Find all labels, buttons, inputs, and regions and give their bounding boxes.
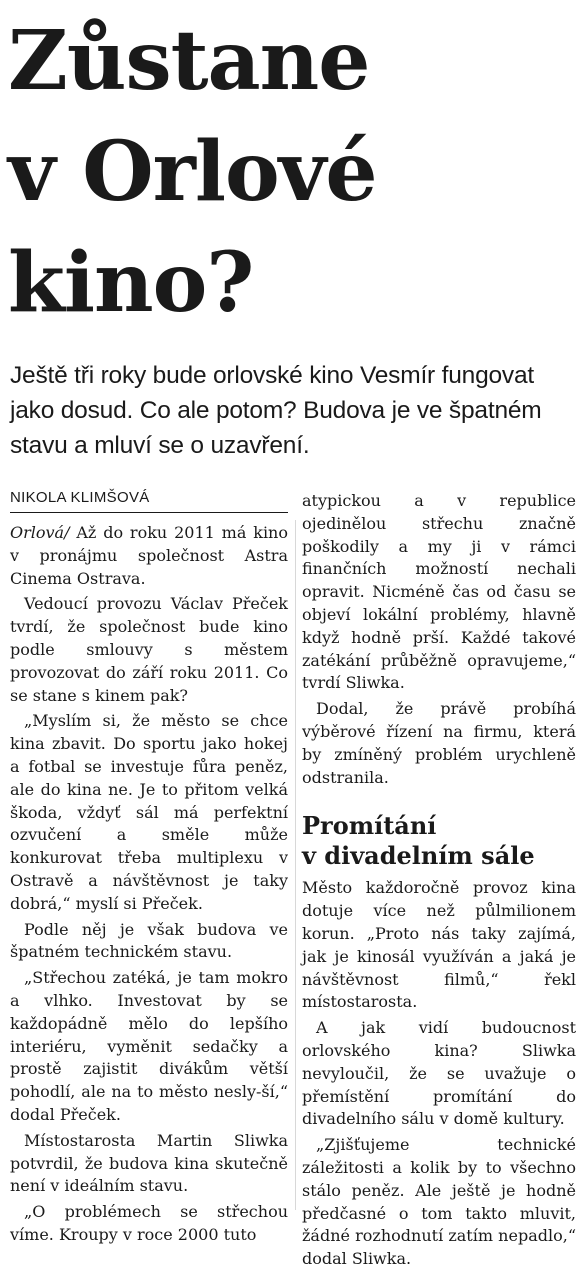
lead-paragraph: Ještě tři roky bude orlovské kino Vesmír fungovat jako dosud. Co ale potom? Budova je ve špatném stavu a mluví se o uzavření. (10, 362, 542, 459)
headline-line-2: v Orlové (8, 124, 377, 220)
dateline: Orlová/ (10, 523, 70, 542)
byline-divider (10, 512, 288, 513)
article-paragraph: Místostarosta Martin Sliwka potvrdil, že budova kina skutečně není v ideálním stavu. (10, 1130, 288, 1196)
article-paragraph: „Myslím si, že město se chce kina zbavit. Do sportu jako hokej a fotbal se investuje fůra peněz, ale do kina ne. Je to přitom velká škoda, vždyť sál má perfektní ozvučení a směle může konkurovat třeba multiplexu v Ostravě a návštěvnost je taky dobrá,“ myslí si Přeček. (10, 711, 288, 913)
article-paragraph: Podle něj je však budova ve špatném technickém stavu. (10, 919, 288, 962)
headline (8, 6, 578, 339)
article-paragraph: „O problémech se střechou víme. Kroupy v roce 2000 tuto (10, 1202, 288, 1244)
article-paragraph: Město každoročně provoz kina dotuje více než půlmilionem korun. „Proto nás taky zajímá, jak je kinosál využíván a jaká je návštěvnost filmů,“ řekl místostarosta. (302, 878, 576, 1012)
article-text: Až do roku 2011 má kino v pronájmu společnost Astra Cinema Ostrava. (10, 523, 288, 588)
headline-line-3: kino? (8, 235, 254, 331)
article-paragraph: „Střechou zatéká, je tam mokro a vlhko. Investovat by se každopádně mělo do lepšího interiéru, vyměnit sedačky a prostě zajistit divákům větší pohodlí, ale na to město nesly-ší,“ dodal Přeček. (10, 968, 288, 1124)
author-byline: NIKOLA KLIMŠOVÁ (10, 489, 150, 506)
article-paragraph: A jak vidí budoucnost orlovského kina? Sliwka nevyloučil, že se uvažuje o přemístění promítání do divadelního sálu v domě kultury. (302, 1018, 576, 1129)
left-column (10, 522, 288, 1250)
article-paragraph: atypickou a v republice ojedinělou střechu značně poškodily a my ji v rámci finančních možností nechali opravit. Nicméně čas od času se objeví lokální problémy, hlavně když hodně prší. Každé takové zatékání průběžně opravujeme,“ tvrdí Sliwka. (302, 491, 576, 693)
article-paragraph (10, 522, 288, 590)
article-paragraph: Dodal, že právě probíhá výběrové řízení na firmu, která by zmíněný problém urychleně odstranila. (302, 699, 576, 787)
article-paragraph: Vedoucí provozu Václav Přeček tvrdí, že společnost bude kino podle smlouvy s městem provozovat do září roku 2011. Co se stane s kinem pak? (10, 594, 288, 705)
headline-line-1: Zůstane (8, 13, 370, 109)
subheading-line-1: Promítání (302, 811, 437, 841)
subheading-line-2: v divadelním sále (302, 841, 535, 871)
section-subheading (302, 811, 576, 871)
right-column (302, 490, 576, 1274)
column-divider (295, 520, 296, 1210)
article-paragraph: „Zjišťujeme technické záležitosti a kolik by to všechno stálo peněz. Ale ještě je hodně předčasné o tom takto mluvit, žádné rozhodnutí zatím nepadlo,“ dodal Sliwka. (302, 1135, 576, 1269)
